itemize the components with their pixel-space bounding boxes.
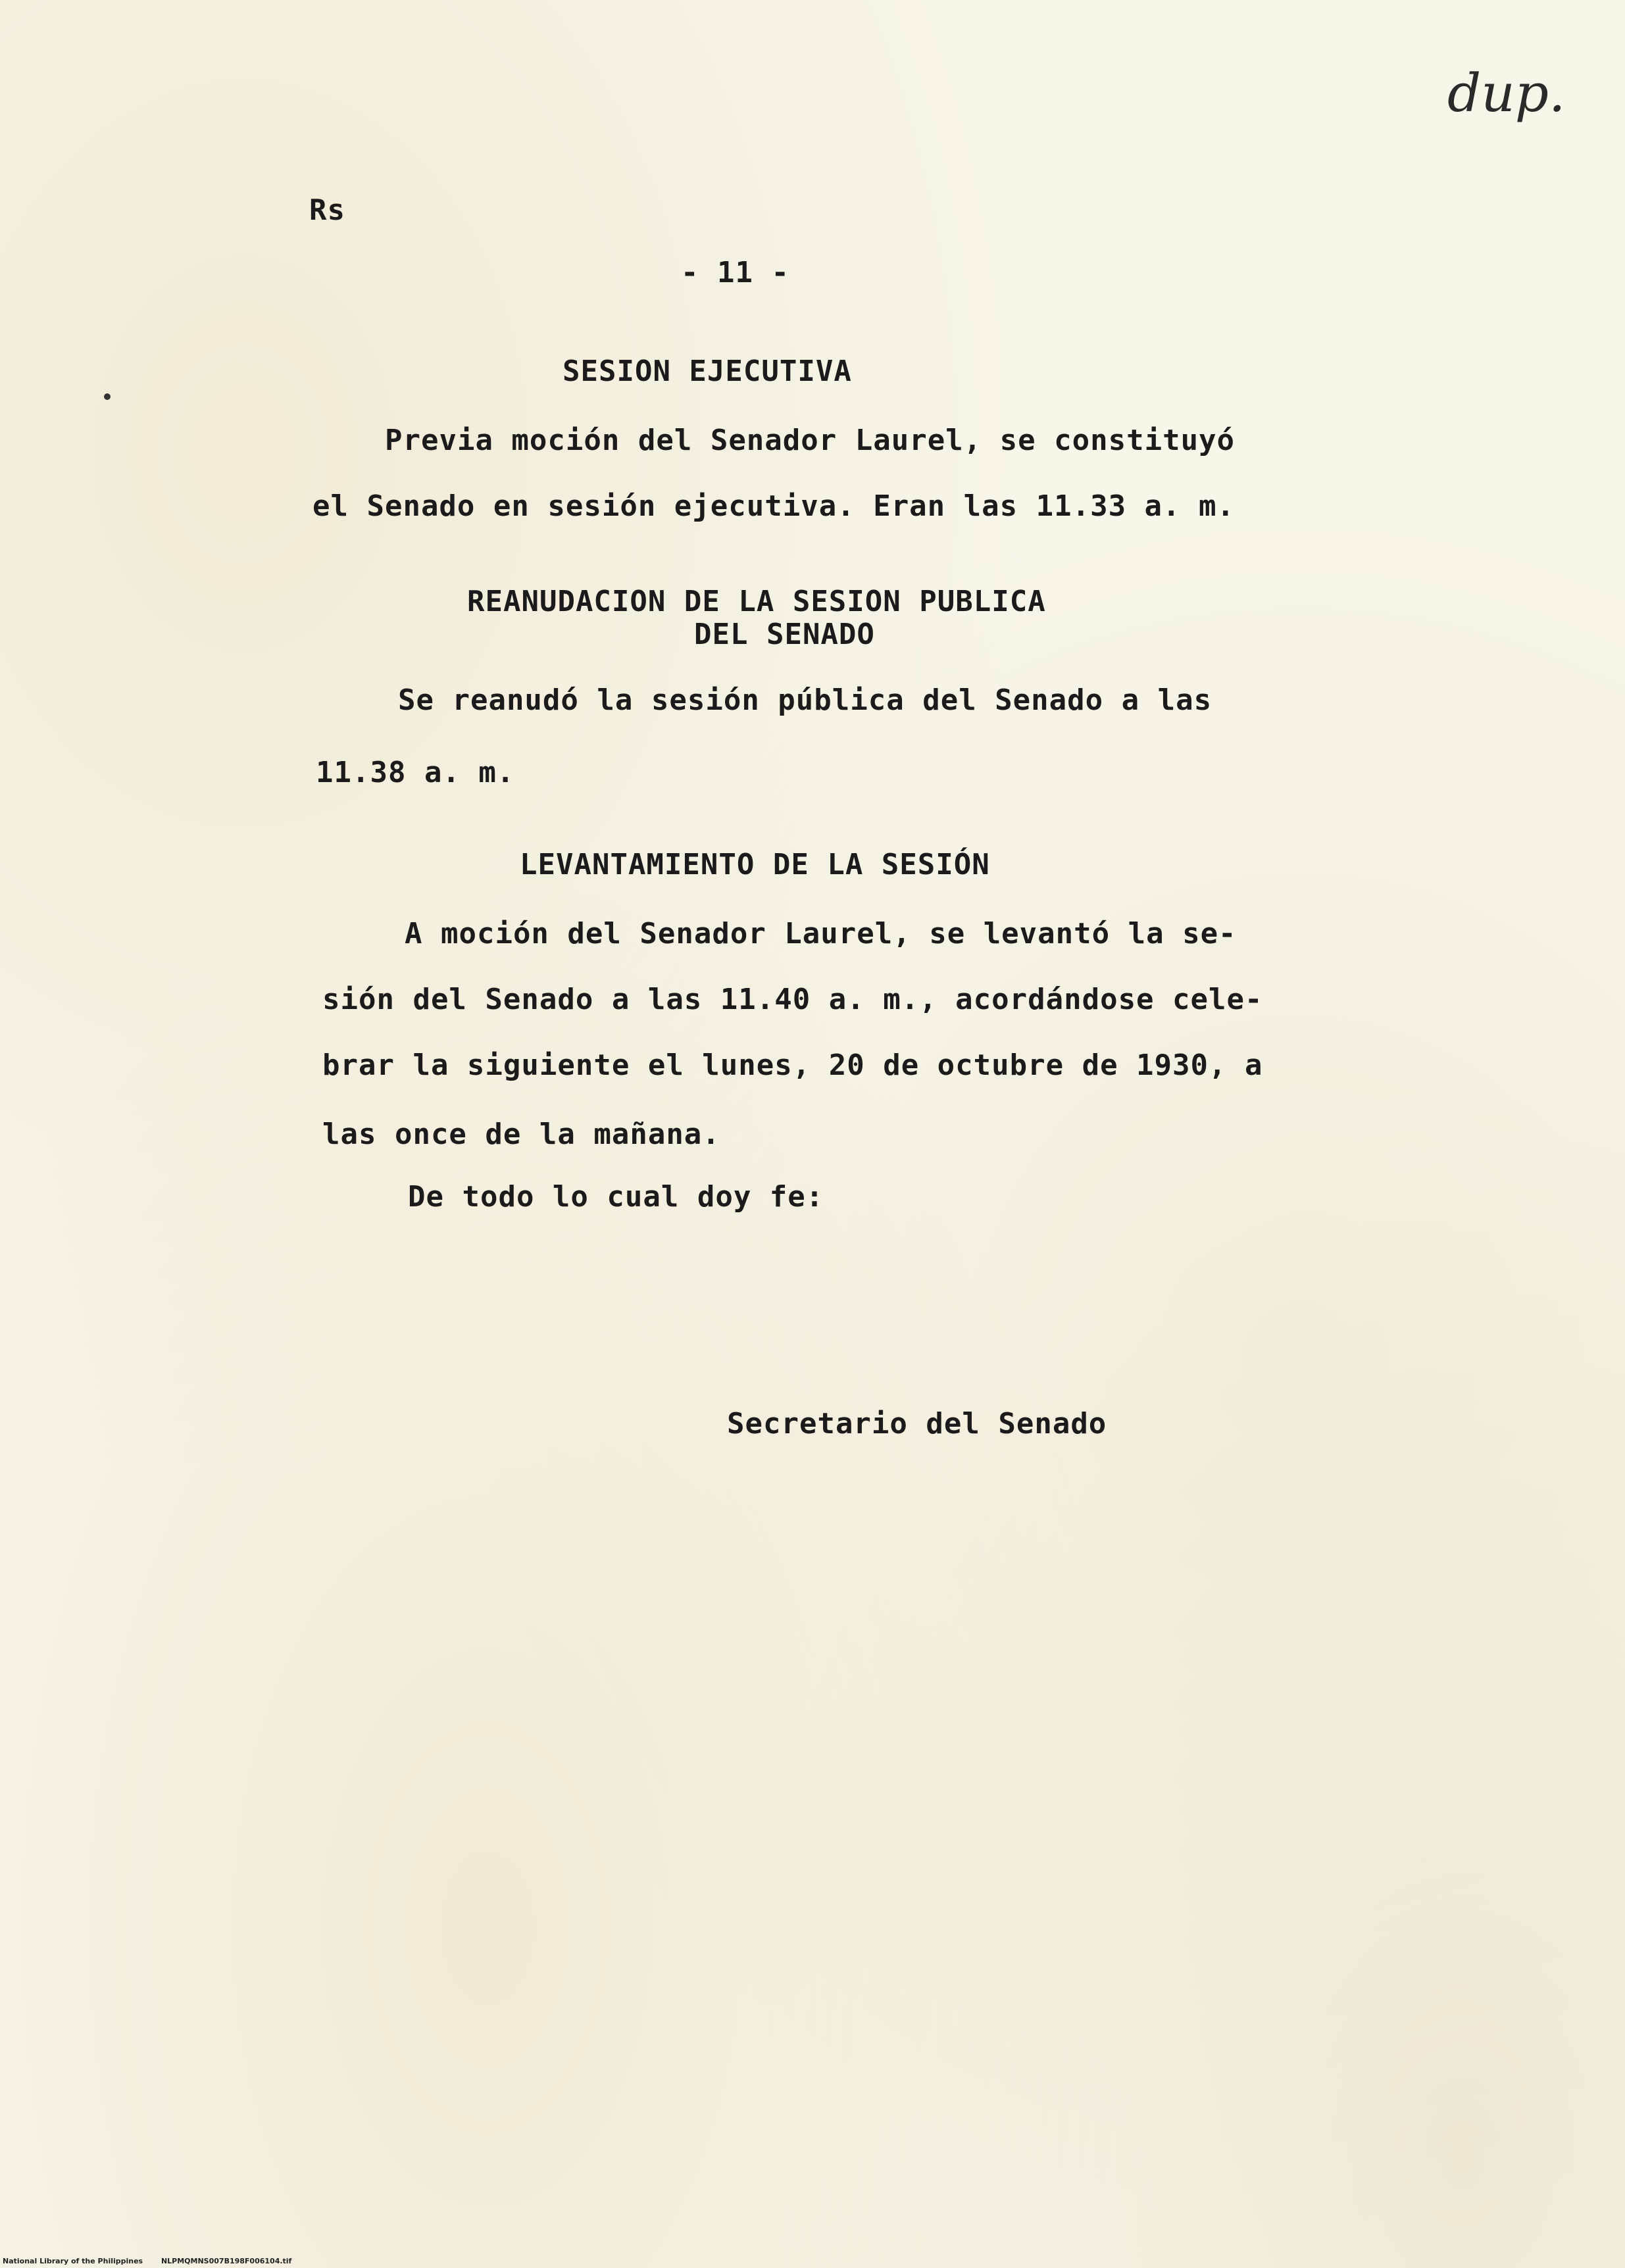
paragraph-line: el Senado en sesión ejecutiva. Eran las 11.33 a. m.: [312, 489, 1236, 523]
handwritten-note: dup.: [1447, 62, 1566, 124]
scan-footer: [3, 2257, 291, 2265]
signature-title: Secretario del Senado: [727, 1407, 1107, 1441]
paragraph-line: A moción del Senador Laurel, se levantó la se-: [405, 917, 1237, 950]
section-heading: REANUDACION DE LA SESION PUBLICA: [467, 585, 1046, 618]
paragraph-line: las once de la mañana.: [322, 1118, 720, 1151]
section-heading: DEL SENADO: [694, 618, 875, 651]
paragraph-line: Previa moción del Senador Laurel, se constituyó: [385, 424, 1236, 457]
footer-file-id: NLPMQMNS007B198F006104.tif: [161, 2257, 292, 2265]
paragraph-line: Se reanudó la sesión pública del Senado a las: [398, 683, 1212, 717]
page-number: - 11 -: [681, 256, 789, 289]
initials: Rs: [309, 193, 345, 227]
closing-statement: De todo lo cual doy fe:: [408, 1180, 824, 1214]
paragraph-line: sión del Senado a las 11.40 a. m., acordándose cele-: [322, 983, 1263, 1016]
paragraph-line: brar la siguiente el lunes, 20 de octubre de 1930, a: [322, 1048, 1263, 1082]
ink-blot: [104, 393, 111, 400]
section-heading: LEVANTAMIENTO DE LA SESIÓN: [520, 848, 990, 881]
section-heading: SESION EJECUTIVA: [562, 355, 852, 388]
paragraph-line: 11.38 a. m.: [316, 756, 515, 789]
footer-library: National Library of the Philippines: [3, 2257, 143, 2265]
